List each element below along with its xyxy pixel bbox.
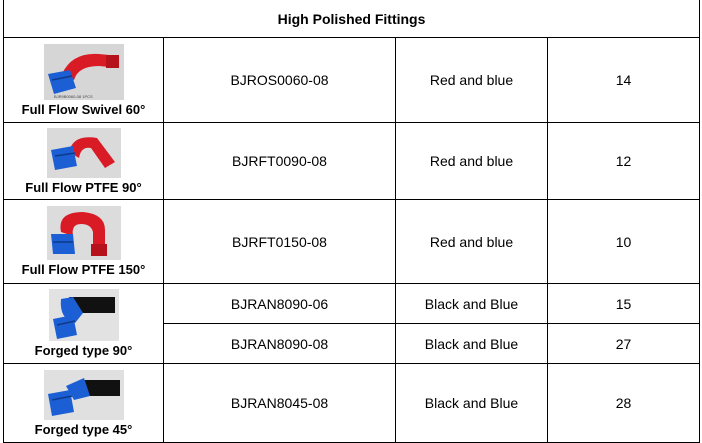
fittings-table xyxy=(3,0,700,443)
table-row xyxy=(4,38,700,123)
product-caption: Full Flow Swivel 60° xyxy=(21,101,146,117)
table-row xyxy=(4,200,700,284)
product-image-cell xyxy=(4,200,164,284)
product-qty: 28 xyxy=(548,364,700,443)
product-qty: 12 xyxy=(548,123,700,200)
product-finish: Red and blue xyxy=(396,38,548,123)
product-qty: 14 xyxy=(548,38,700,123)
product-qty: 15 xyxy=(548,284,700,324)
product-code: BJRFT0150-08 xyxy=(164,200,396,284)
thumb-note: BJR9B0060-08 1PCS xyxy=(53,93,93,99)
product-finish: Black and Blue xyxy=(396,364,548,443)
table-title: High Polished Fittings xyxy=(4,0,700,38)
table-row xyxy=(4,284,700,324)
product-finish: Red and blue xyxy=(396,200,548,284)
fitting-swivel-60-image xyxy=(44,44,124,100)
product-code: BJRAN8090-08 xyxy=(164,324,396,364)
product-qty: 10 xyxy=(548,200,700,284)
product-qty: 27 xyxy=(548,324,700,364)
product-caption: Full Flow PTFE 90° xyxy=(25,179,142,195)
fitting-forged-45-image xyxy=(44,370,124,420)
product-image-cell xyxy=(4,364,164,443)
product-code: BJRAN8045-08 xyxy=(164,364,396,443)
table-row xyxy=(4,364,700,443)
product-finish: Black and Blue xyxy=(396,324,548,364)
table-row xyxy=(4,123,700,200)
fitting-ptfe-90-image xyxy=(47,128,121,178)
product-caption: Full Flow PTFE 150° xyxy=(21,262,146,277)
product-caption: Forged type 90° xyxy=(34,343,133,358)
product-caption: Forged type 45° xyxy=(34,421,133,437)
product-image-cell xyxy=(4,284,164,364)
product-code: BJROS0060-08 xyxy=(164,38,396,123)
product-code: BJRFT0090-08 xyxy=(164,123,396,200)
fitting-ptfe-150-image xyxy=(47,206,121,260)
product-finish: Red and blue xyxy=(396,123,548,200)
product-image-cell xyxy=(4,38,164,123)
product-image-cell xyxy=(4,123,164,200)
fitting-forged-90-image xyxy=(49,289,119,341)
product-code: BJRAN8090-06 xyxy=(164,284,396,324)
product-finish: Black and Blue xyxy=(396,284,548,324)
